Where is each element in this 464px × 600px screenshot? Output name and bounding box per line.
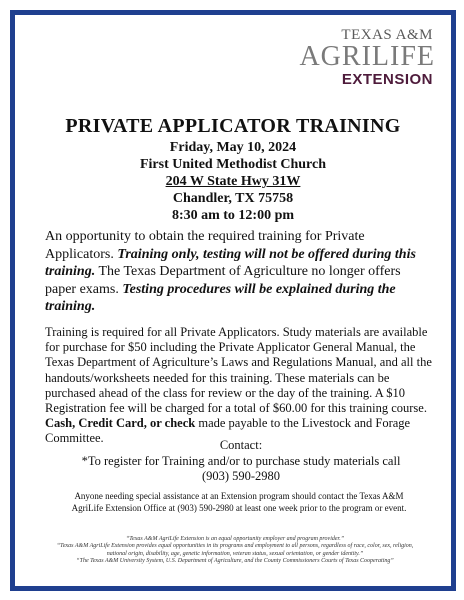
payment-methods: Cash, Credit Card, or check bbox=[45, 416, 196, 431]
special-assistance-note: Anyone needing special assistance at an Extension program should contact the Texas A&M AgriLife Extension Office at (903) 590-2980 at least one week prior to the program or event. bbox=[71, 491, 407, 513]
intro-bold-1: Training only, testing will not be offered during this training. bbox=[45, 246, 416, 279]
contact-label: Contact: bbox=[219, 438, 263, 452]
contact-phone: (903) 590-2980 bbox=[201, 469, 281, 483]
event-date: Friday, May 10, 2024 bbox=[169, 140, 297, 155]
logo-texas-am: TEXAS A&M bbox=[341, 27, 433, 43]
details-text-2: made payable to the Livestock and Forage Committee. bbox=[45, 416, 411, 446]
equal-opportunity-disclaimer bbox=[55, 536, 415, 565]
intro-text-2: The Texas Department of Agriculture no longer offers paper exams. bbox=[45, 264, 401, 297]
event-details bbox=[15, 139, 451, 224]
event-venue: First United Methodist Church bbox=[139, 157, 327, 172]
disclaimer-line-3: “The Texas A&M University System, U.S. Department of Agriculture, and the County Commissioners Courts of Texas Cooperating” bbox=[76, 557, 394, 564]
intro-bold-2: Testing procedures will be explained during the training. bbox=[45, 281, 396, 314]
logo-extension: EXTENSION bbox=[341, 71, 433, 88]
disclaimer-line-2: “Texas A&M AgriLife Extension provides equal opportunities in its programs and employment to all persons, regardless of race, color, sex, religion, national origin, disability, age, genetic information, veteran status, sexual orientation, or gender identity.” bbox=[56, 543, 414, 557]
logo-agrilife: AGRILIFE bbox=[299, 41, 435, 72]
disclaimer-line-1: “Texas A&M AgriLife Extension is an equal opportunity employer and program provider.” bbox=[125, 536, 345, 542]
event-time: 8:30 am to 12:00 pm bbox=[171, 208, 295, 223]
intro-text-1: An opportunity to obtain the required training for Private Applicators. bbox=[45, 229, 365, 262]
details-paragraph bbox=[45, 325, 437, 447]
flyer-border bbox=[10, 10, 456, 591]
details-text-1: Training is required for all Private Applicators. Study materials are available for purchase for $50 including the Private Applicator General Manual, the Texas Department of Agriculture’s Laws and Regulations Manual, and all the handouts/worksheets needed for this training. These materials can be purchased ahead of the class for review or the day of the training. A $10 Registration fee will be charged for a total of $60.00 for this training course. bbox=[45, 325, 432, 416]
event-city: Chandler, TX 75758 bbox=[172, 191, 294, 206]
contact-line: *To register for Training and/or to purchase study materials call bbox=[81, 453, 401, 468]
event-address: 204 W State Hwy 31W bbox=[165, 174, 301, 189]
intro-paragraph bbox=[45, 228, 435, 316]
agrilife-extension-logo bbox=[287, 25, 437, 95]
contact-block bbox=[45, 438, 437, 485]
page-title: PRIVATE APPLICATOR TRAINING bbox=[65, 115, 401, 137]
